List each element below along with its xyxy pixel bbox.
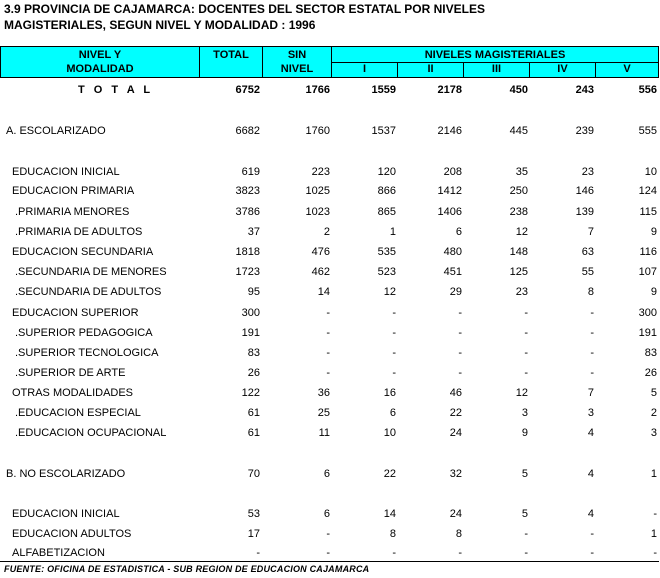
cell-level-i: - (392, 367, 396, 379)
cell-level-iv: - (590, 367, 594, 379)
row-label: T O T A L (78, 84, 154, 96)
cell-sin-nivel: 1760 (305, 125, 330, 137)
cell-level-iv: 139 (575, 206, 594, 218)
cell-level-i: 6 (389, 407, 396, 419)
cell-level-iii: - (524, 528, 528, 540)
row-label: .PRIMARIA DE ADULTOS (15, 226, 143, 238)
row-label: EDUCACION SECUNDARIA (12, 246, 154, 258)
cell-total: - (256, 547, 260, 559)
header-niveles-magisteriales: NIVELES MAGISTERIALES (331, 46, 659, 63)
cell-level-iii: - (524, 327, 528, 339)
cell-level-iv: - (590, 528, 594, 540)
cell-level-iv: 146 (575, 185, 594, 197)
cell-level-v: 107 (638, 266, 657, 278)
table-row (0, 466, 660, 482)
cell-level-v: 116 (639, 246, 657, 258)
cell-level-iii: 5 (521, 508, 528, 520)
cell-level-iv: 4 (587, 427, 594, 439)
cell-level-ii: 22 (449, 407, 462, 419)
cell-sin-nivel: - (326, 327, 330, 339)
header-nivel-line2: MODALIDAD (66, 63, 134, 75)
cell-total: 619 (241, 166, 260, 178)
cell-total: 300 (241, 307, 260, 319)
cell-level-v: 555 (638, 125, 657, 137)
cell-level-iii: - (524, 307, 528, 319)
table-row (0, 506, 660, 522)
row-label: .EDUCACION OCUPACIONAL (15, 427, 167, 439)
cell-level-i: - (392, 327, 396, 339)
title-line-2: MAGISTERIALES, SEGUN NIVEL Y MODALIDAD : 1996 (4, 18, 316, 32)
cell-level-ii: 2146 (437, 125, 462, 137)
cell-total: 1723 (235, 266, 260, 278)
cell-level-iii: 238 (509, 206, 528, 218)
cell-level-i: 1559 (371, 84, 396, 96)
cell-level-iv: - (590, 547, 594, 559)
cell-sin-nivel: 25 (317, 407, 330, 419)
cell-total: 122 (241, 387, 260, 399)
cell-level-iv: - (590, 327, 594, 339)
cell-level-ii: 480 (443, 246, 462, 258)
row-label: EDUCACION INICIAL (12, 508, 120, 520)
header-sin-line1: SIN (287, 49, 307, 61)
header-sin-line2: NIVEL (280, 63, 314, 75)
cell-level-v: 300 (638, 307, 657, 319)
cell-total: 95 (247, 286, 260, 298)
cell-total: 17 (247, 528, 260, 540)
cell-level-i: 14 (383, 508, 396, 520)
header-total: TOTAL (199, 46, 263, 78)
cell-level-iii: 445 (509, 125, 528, 137)
cell-level-ii: - (458, 367, 462, 379)
title-line-1: 3.9 PROVINCIA DE CAJAMARCA: DOCENTES DEL SECTOR ESTATAL POR NIVELES (4, 2, 485, 16)
table-row (0, 204, 660, 220)
cell-level-v: 9 (650, 226, 657, 238)
row-label: EDUCACION PRIMARIA (12, 185, 135, 197)
table-row (0, 385, 660, 401)
cell-level-v: 1 (650, 468, 657, 480)
cell-level-iv: 8 (587, 286, 594, 298)
cell-level-ii: 24 (449, 508, 462, 520)
table-row (0, 425, 660, 441)
cell-level-iv: 3 (587, 407, 594, 419)
table-row (0, 244, 660, 260)
row-label: .SECUNDARIA DE ADULTOS (15, 286, 162, 298)
cell-level-v: 3 (650, 427, 657, 439)
cell-level-v: 191 (638, 327, 657, 339)
cell-level-i: 12 (383, 286, 396, 298)
cell-level-iii: 148 (509, 246, 528, 258)
row-label: .SUPERIOR PEDAGOGICA (15, 327, 153, 339)
cell-level-ii: 451 (443, 266, 462, 278)
cell-level-v: 83 (644, 347, 657, 359)
table-row (0, 365, 660, 381)
source-note: FUENTE: OFICINA DE ESTADISTICA - SUB REGION DE EDUCACION CAJAMARCA (4, 564, 370, 574)
cell-level-i: 22 (383, 468, 396, 480)
table-header (0, 46, 659, 78)
cell-level-ii: - (458, 347, 462, 359)
cell-level-iv: 7 (587, 226, 594, 238)
cell-level-i: 865 (377, 206, 396, 218)
cell-sin-nivel: 6 (323, 468, 330, 480)
cell-level-ii: - (458, 327, 462, 339)
cell-sin-nivel: - (326, 528, 330, 540)
cell-level-v: 9 (650, 286, 657, 298)
row-label: ALFABETIZACION (12, 547, 105, 559)
cell-level-v: 115 (639, 206, 657, 218)
cell-level-i: 16 (383, 387, 396, 399)
cell-total: 191 (241, 327, 260, 339)
cell-sin-nivel: 462 (311, 266, 330, 278)
cell-sin-nivel: - (326, 347, 330, 359)
row-label: .PRIMARIA MENORES (15, 206, 130, 218)
cell-total: 1818 (235, 246, 260, 258)
header-level-v: V (595, 62, 659, 78)
cell-level-iv: 4 (587, 468, 594, 480)
cell-sin-nivel: 11 (318, 427, 330, 439)
cell-level-i: 535 (377, 246, 396, 258)
cell-level-ii: 1412 (437, 185, 462, 197)
cell-total: 53 (247, 508, 260, 520)
cell-level-iv: 7 (587, 387, 594, 399)
cell-level-iii: - (524, 347, 528, 359)
cell-level-ii: 6 (455, 226, 462, 238)
cell-total: 61 (247, 407, 260, 419)
cell-total: 6752 (235, 84, 260, 96)
table-row (0, 164, 660, 180)
row-label: .SUPERIOR TECNOLOGICA (15, 347, 159, 359)
row-label: .SUPERIOR DE ARTE (15, 367, 126, 379)
cell-total: 26 (247, 367, 260, 379)
cell-level-i: 120 (377, 166, 396, 178)
row-label: .EDUCACION ESPECIAL (15, 407, 141, 419)
cell-total: 83 (247, 347, 260, 359)
cell-sin-nivel: 6 (323, 508, 330, 520)
cell-total: 70 (247, 468, 260, 480)
cell-sin-nivel: 1023 (305, 206, 330, 218)
header-level-iv: IV (529, 62, 596, 78)
cell-level-i: - (392, 547, 396, 559)
cell-sin-nivel: 14 (317, 286, 330, 298)
cell-level-i: 1537 (371, 125, 396, 137)
cell-total: 61 (247, 427, 260, 439)
cell-level-v: 556 (638, 84, 657, 96)
row-label: EDUCACION ADULTOS (12, 528, 132, 540)
cell-total: 6682 (235, 125, 260, 137)
cell-level-iii: - (524, 367, 528, 379)
cell-level-iii: 12 (515, 226, 528, 238)
table-row (0, 284, 660, 300)
cell-level-ii: 24 (449, 427, 462, 439)
cell-level-ii: 2178 (437, 84, 462, 96)
cell-sin-nivel: - (326, 547, 330, 559)
table-row (0, 183, 660, 199)
row-label: B. NO ESCOLARIZADO (6, 468, 126, 480)
header-level-iii: III (463, 62, 530, 78)
cell-level-v: 1 (650, 528, 657, 540)
row-label: .SECUNDARIA DE MENORES (15, 266, 167, 278)
cell-level-iv: 4 (587, 508, 594, 520)
cell-level-iv: 239 (575, 125, 594, 137)
cell-level-v: - (653, 547, 657, 559)
cell-sin-nivel: 1025 (305, 185, 330, 197)
cell-level-i: 523 (377, 266, 396, 278)
cell-sin-nivel: 36 (317, 387, 330, 399)
cell-level-ii: 8 (455, 528, 462, 540)
cell-level-iii: 125 (509, 266, 528, 278)
cell-level-i: - (392, 347, 396, 359)
header-level-ii: II (397, 62, 464, 78)
cell-level-v: 2 (650, 407, 657, 419)
cell-level-v: 5 (650, 387, 657, 399)
cell-level-v: 26 (644, 367, 657, 379)
table-bottom-rule (0, 561, 659, 562)
cell-level-i: 8 (389, 528, 396, 540)
cell-level-iv: 23 (581, 166, 594, 178)
cell-level-iii: 12 (515, 387, 528, 399)
cell-sin-nivel: 223 (311, 166, 330, 178)
cell-level-ii: - (458, 547, 462, 559)
row-label: A. ESCOLARIZADO (6, 125, 106, 137)
cell-level-iii: 23 (515, 286, 528, 298)
cell-level-iii: 9 (521, 427, 528, 439)
cell-level-iv: 243 (575, 84, 594, 96)
cell-level-iii: 5 (521, 468, 528, 480)
cell-level-iv: 55 (581, 266, 594, 278)
table-row (0, 82, 660, 98)
cell-level-ii: - (458, 307, 462, 319)
table-row (0, 526, 660, 542)
cell-level-v: 10 (644, 166, 657, 178)
cell-level-ii: 46 (449, 387, 462, 399)
header-nivel-line1: NIVEL Y (78, 49, 122, 61)
header-level-i: I (331, 62, 398, 78)
table-row (0, 123, 660, 139)
cell-level-iii: 250 (509, 185, 528, 197)
row-label: EDUCACION INICIAL (12, 166, 120, 178)
row-label: OTRAS MODALIDADES (12, 387, 134, 399)
cell-total: 37 (247, 226, 260, 238)
cell-level-iv: - (590, 347, 594, 359)
cell-level-i: - (392, 307, 396, 319)
row-label: EDUCACION SUPERIOR (12, 307, 139, 319)
table-row (0, 345, 660, 361)
table-row (0, 325, 660, 341)
cell-sin-nivel: 476 (311, 246, 330, 258)
cell-sin-nivel: 2 (323, 226, 330, 238)
cell-level-iv: - (590, 307, 594, 319)
cell-level-v: 124 (638, 185, 657, 197)
cell-level-i: 10 (383, 427, 396, 439)
cell-level-iii: 450 (509, 84, 528, 96)
cell-level-iii: - (524, 547, 528, 559)
table-row (0, 264, 660, 280)
cell-sin-nivel: 1766 (305, 84, 330, 96)
header-nivel-modalidad (0, 46, 200, 78)
cell-level-iii: 35 (515, 166, 528, 178)
table-title (4, 1, 485, 33)
cell-total: 3786 (235, 206, 260, 218)
cell-level-v: - (653, 508, 657, 520)
table-row (0, 305, 660, 321)
cell-sin-nivel: - (326, 367, 330, 379)
cell-level-i: 866 (377, 185, 396, 197)
cell-level-iii: 3 (521, 407, 528, 419)
cell-level-ii: 208 (443, 166, 462, 178)
cell-level-i: 1 (389, 226, 396, 238)
table-row (0, 224, 660, 240)
cell-level-ii: 32 (449, 468, 462, 480)
cell-level-iv: 63 (581, 246, 594, 258)
cell-total: 3823 (235, 185, 260, 197)
cell-sin-nivel: - (326, 307, 330, 319)
cell-level-ii: 29 (449, 286, 462, 298)
header-sin-nivel (262, 46, 332, 78)
cell-level-ii: 1406 (437, 206, 462, 218)
table-row (0, 405, 660, 421)
table-row (0, 545, 660, 561)
